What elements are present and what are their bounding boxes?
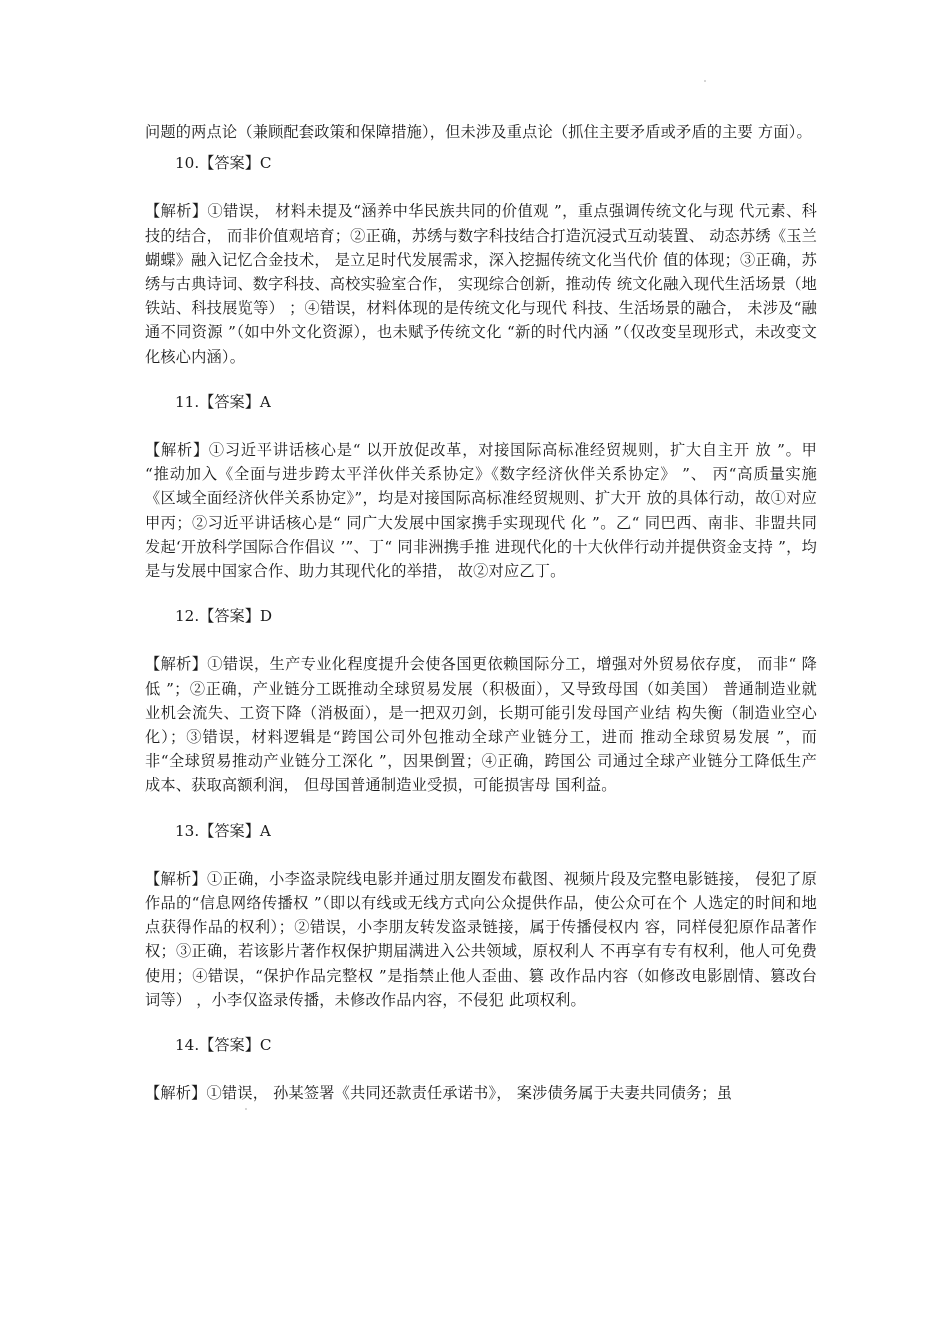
answer-12: 12.【答案】D xyxy=(175,607,273,626)
answer-11: 11.【答案】A xyxy=(175,392,271,411)
explanation-13: 【解析】①正确，小李盗录院线电影并通过朋友圈发布截图、视频片段及完整电影链接， 侵犯了原作品的“信息网络传播权 ”（即以有线或无线方式向公众提供作品，使公众可在个 人选定的时间和地点获得作品的权利）；②错误，小李朋友转发盗录链接，属于传播侵权内 容，同样侵犯原作品著作权；③正确，若该影片著作权保护期届满进入公共领域，原权利人 不再享有专有权利，他人可免费使用；④错误，“保护作品完整权 ”是指禁止他人歪曲、篡 改作品内容（如修改电影剧情、篡改台词等） ，小李仅盗录传播，未修改作品内容，不侵犯 此项权利。 xyxy=(145,869,817,1009)
document-body xyxy=(145,120,817,1106)
explanation-14: 【解析】①错误， 孙某签署《共同还款责任承诺书》， 案涉债务属于夫妻共同债务；虽 xyxy=(145,1084,733,1103)
explanation-10: 【解析】①错误， 材料未提及“涵养中华民族共同的价值观 ”，重点强调传统文化与现 代元素、科技的结合， 而非价值观培育；②正确，苏绣与数字科技结合打造沉浸式互动装置、 动态苏绣《玉兰蝴蝶》融入记忆合金技术， 是立足时代发展需求，深入挖掘传统文化当代价 值的体现；③正确，苏绣与古典诗词、数字科技、高校实验室合作， 实现综合创新，推动传 统文化融入现代生活场景（地铁站、科技展览等） ；④错误，材料体现的是传统文化与现代 科技、生活场景的融合， 未涉及“融通不同资源 ”（如中外文化资源），也未赋予传统文化 “新的时代内涵 ”（仅改变呈现形式，未改变文化核心内涵）。 xyxy=(145,202,817,366)
top-corner-mark xyxy=(704,80,706,82)
explanation-12: 【解析】①错误，生产专业化程度提升会使各国更依赖国际分工，增强对外贸易依存度， 而非“ 降低 ”；②正确，产业链分工既推动全球贸易发展（积极面），又导致母国（如美国） 普通制造业就业机会流失、工资下降（消极面），是一把双刃剑，长期可能引发母国产业结 构失衡（制造业空心化）；③错误，材料逻辑是“跨国公司外包推动全球产业链分工，进而 推动全球贸易发展 ”，而非“全球贸易推动产业链分工深化 ”，因果倒置；④正确，跨国公 司通过全球产业链分工降低生产成本、获取高额利润， 但母国普通制造业受损，可能损害母 国利益。 xyxy=(145,655,817,795)
answer-13: 13.【答案】A xyxy=(175,821,271,840)
bottom-mark xyxy=(245,1108,247,1110)
answer-14: 14.【答案】C xyxy=(175,1036,272,1055)
continuation-paragraph: 问题的两点论（兼顾配套政策和保障措施），但未涉及重点论（抓住主要矛盾或矛盾的主要 方面）。 xyxy=(145,123,812,141)
answer-10: 10.【答案】C xyxy=(175,154,272,173)
explanation-11: 【解析】①习近平讲话核心是“ 以开放促改革，对接国际高标准经贸规则，扩大自主开 放 ”。甲 “推动加入《全面与进步跨太平洋伙伴关系协定》《数字经济伙伴关系协定》 ”、 丙“高质量实施《区域全面经济伙伴关系协定》”，均是对接国际高标准经贸规则、扩大开 放的具体行动，故①对应甲丙；②习近平讲话核心是“ 同广大发展中国家携手实现现代 化 ”。乙“ 同巴西、南非、非盟共同发起‘开放科学国际合作倡议 ’”、丁“ 同非洲携手推 进现代化的十大伙伴行动并提供资金支持 ”，均是与发展中国家合作、助力其现代化的举措， 故②对应乙丁。 xyxy=(145,441,817,581)
